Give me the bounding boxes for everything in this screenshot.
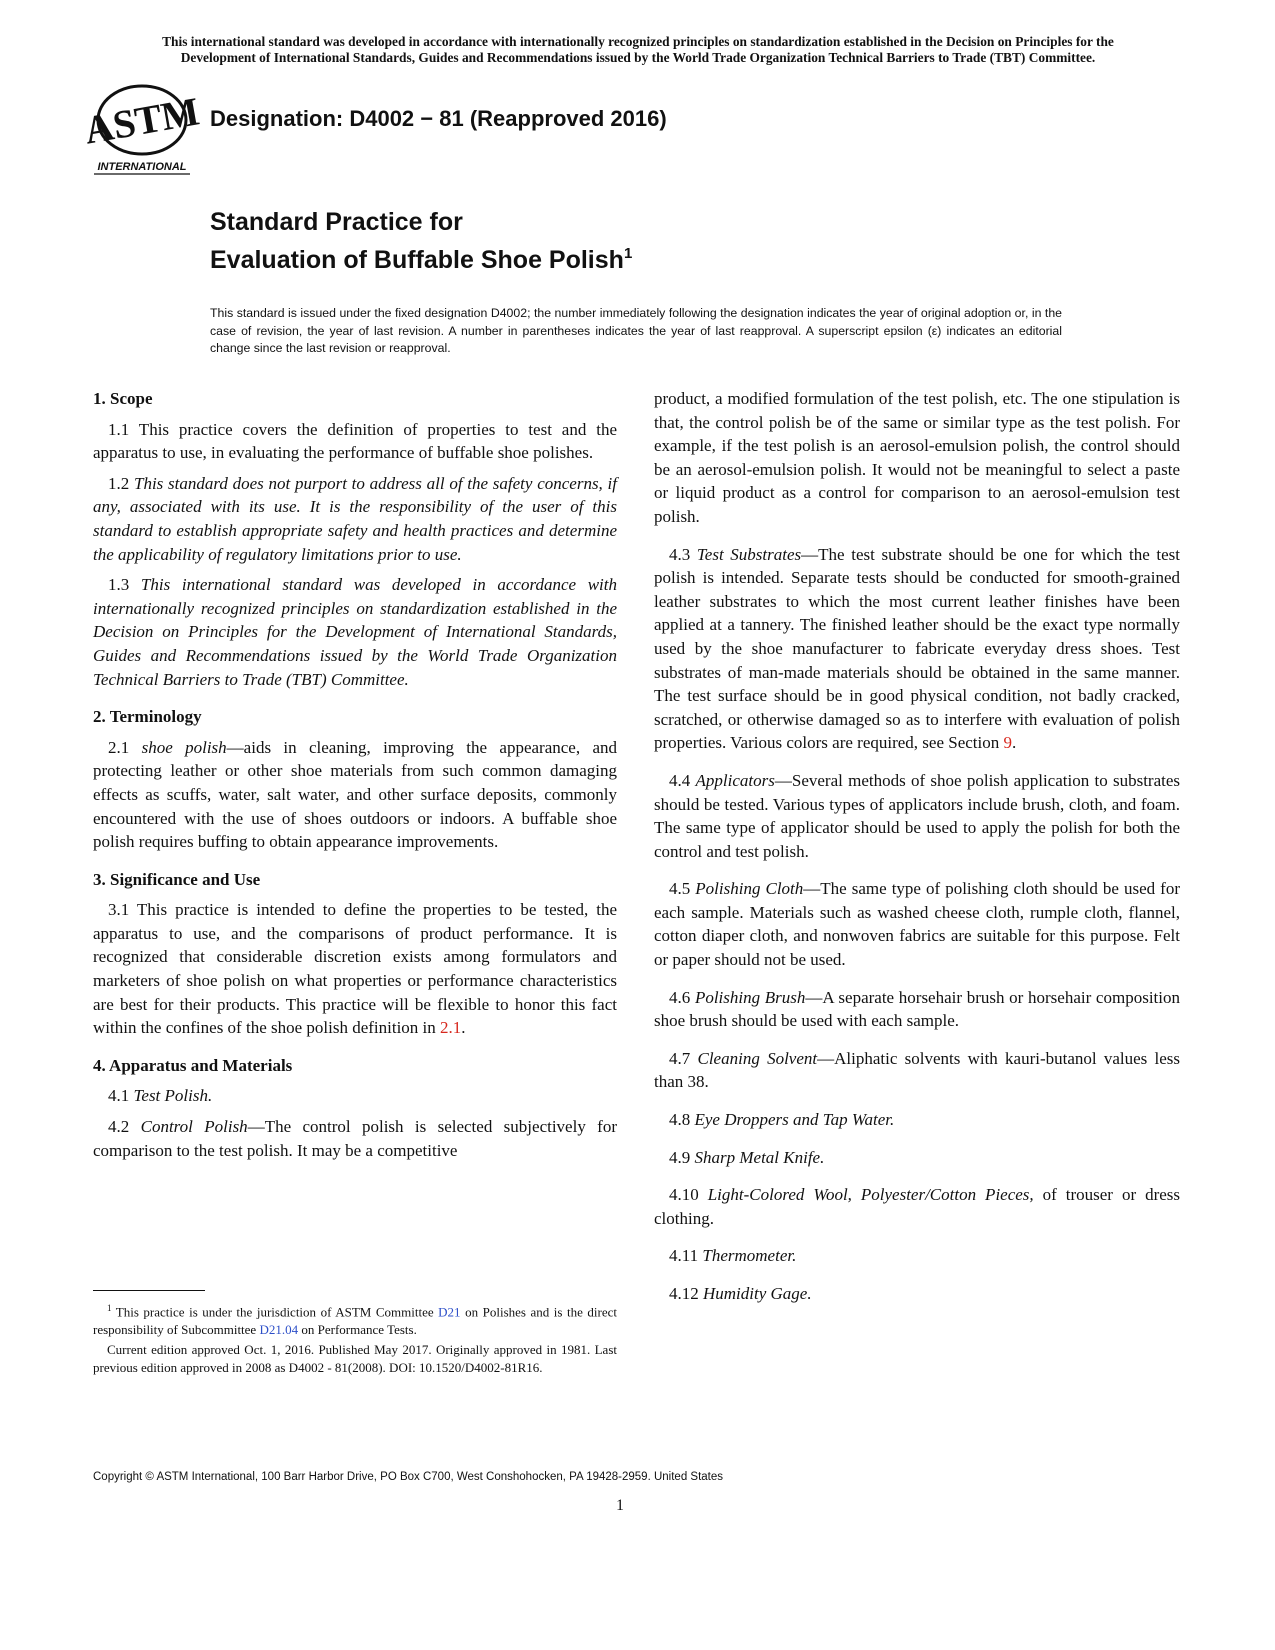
subcommittee-link-d21-04[interactable]: D21.04 xyxy=(259,1321,299,1337)
paragraph-4-6: 4.6 Polishing Brush—A separate horsehair brush or horsehair composition shoe brush should be used with each sample. xyxy=(654,987,1180,1031)
committee-link-d21[interactable]: D21 xyxy=(438,1304,461,1320)
paragraph-4-4: 4.4 Applicators—Several methods of shoe polish application to substrates should be tested. Various types of applicators include brush, cloth, and foam. The same type of applicator should be used to apply the polish for both the control and test polish. xyxy=(654,770,1181,861)
paragraph-4-2-continued: product, a modified formulation of the test polish, etc. The one stipulation is that, the control polish be of the same or similar type as the test polish. For example, if the test polish is an aerosol-emulsion polish, the control should be an aerosol-emulsion polish. It would not be meaningful to select a paste or liquid product as a control for comparison to an aerosol-emulsion test polish. xyxy=(654,389,1180,526)
paragraph-4-11: 4.11 Thermometer. xyxy=(669,1246,797,1266)
logo-lettering: ASTM xyxy=(80,88,203,153)
international-standard-notice xyxy=(88,34,1188,66)
title-text: Evaluation of Buffable Shoe Polish xyxy=(210,246,624,274)
section-link-9[interactable]: 9 xyxy=(1003,733,1012,753)
left-column xyxy=(93,387,617,1169)
footnote-edition-info: Current edition approved Oct. 1, 2016. Published May 2017. Originally approved in 1981. Last previous edition approved in 2008 as D4002 - 81(2008). DOI: 10.1520/D4002-81R16. xyxy=(93,1342,617,1375)
document-title xyxy=(210,206,632,276)
paragraph-4-5: 4.5 Polishing Cloth—The same type of polishing cloth should be used for each sample. Materials such as washed cheese cloth, rumple cloth, flannel, cotton diaper cloth, and nonwoven fabrics are suitable for this purpose. Felt or paper should not be used. xyxy=(654,879,1180,970)
title-line-1: Standard Practice for xyxy=(210,208,463,236)
paragraph-1-3: 1.3 This international standard was developed in accordance with internationally recognized principles on standardization established in the Decision on Principles for the Development of International Standards, Guides and Recommendations issued by the World Trade Organization Technical Barriers to Trade (TBT) Committee. xyxy=(93,575,617,689)
logo-subtext: INTERNATIONAL xyxy=(97,161,187,173)
page-number: 1 xyxy=(616,1497,624,1514)
issuance-note: This standard is issued under the fixed designation D4002; the number immediately following the designation indicates the year of original adoption or, in the case of revision, the year of last revision. A number in parentheses indicates the year of last reapproval. A superscript epsilon (ε) indicates an editorial change since the last revision or reapproval. xyxy=(210,306,1062,355)
title-line-2 xyxy=(210,238,632,276)
paragraph-1-1: 1.1 This practice covers the definition of properties to test and the apparatus to use, in evaluating the performance of buffable shoe polishes. xyxy=(93,419,617,463)
footnotes xyxy=(93,1300,617,1379)
section-link-2-1[interactable]: 2.1 xyxy=(440,1018,462,1038)
paragraph-4-10: 4.10 Light-Colored Wool, Polyester/Cotton Pieces, of trouser or dress clothing. xyxy=(654,1185,1181,1228)
paragraph-4-9: 4.9 Sharp Metal Knife. xyxy=(669,1147,825,1167)
right-column xyxy=(654,387,1180,1320)
paragraph-4-3: 4.3 Test Substrates—The test substrate should be one for which the test polish is intended. Separate tests should be conducted for smooth-grained leather substrates to which the most current leather finishes have been applied at a tannery. The finished leather should be the exact type normally used by the shoe manufacturer to fabricate everyday dress shoes. Test substrates of man-made materials should be obtained in the same manner. The test surface should be in good physical condition, not badly cracked, scratched, or otherwise damaged so as to interfere with evaluation of polish properties. Various colors are required, see Section 9. xyxy=(654,544,1181,753)
section-heading-terminology: 2. Terminology xyxy=(93,707,202,727)
paragraph-1-2: 1.2 This standard does not purport to address all of the safety concerns, if any, associated with its use. It is the responsibility of the user of this standard to establish appropriate safety and health practices and determine the applicability of regulatory limitations prior to use. xyxy=(93,473,617,564)
designation: Designation: D4002 − 81 (Reapproved 2016) xyxy=(210,106,667,131)
section-heading-scope: 1. Scope xyxy=(93,389,153,408)
paragraph-4-8: 4.8 Eye Droppers and Tap Water. xyxy=(669,1110,895,1130)
footnote-divider xyxy=(93,1290,205,1291)
paragraph-4-7: 4.7 Cleaning Solvent—Aliphatic solvents with kauri-butanol values less than 38. xyxy=(654,1048,1181,1092)
paragraph-3-1: 3.1 This practice is intended to define the properties to be tested, the apparatus to use, and the comparisons of product performance. It is recognized that considerable discretion exists among formulators and marketers of shoe polish on what properties or performance characteristics are best for their products. This practice will be flexible to honor this fact within the confines of the shoe polish definition in 2.1. xyxy=(93,900,617,1038)
section-heading-significance: 3. Significance and Use xyxy=(93,869,261,889)
copyright-notice: Copyright © ASTM International, 100 Barr Harbor Drive, PO Box C700, West Conshohocken, PA 19428-2959. United States xyxy=(93,1471,724,1483)
notice-line-2: Development of International Standards, Guides and Recommendations issued by the World Trade Organization Technical Barriers to Trade (TBT) Committee. xyxy=(180,50,1096,65)
paragraph-4-2: 4.2 Control Polish—The control polish is selected subjectively for comparison to the test polish. It may be a competitive xyxy=(93,1117,618,1160)
paragraph-2-1: 2.1 shoe polish—aids in cleaning, improving the appearance, and protecting leather or other shoe materials from such common damaging effects as scuffs, water, salt water, and other surface deposits, commonly encountered with the use of shoes outdoors or indoors. A buffable shoe polish requires buffing to obtain appearance improvements. xyxy=(93,737,617,852)
footnote-1: $^1$ This practice is under the jurisdiction of ASTM Committee D21 on Polishes and is the direct responsibility of Subcommittee D21.04 on Performance Tests. xyxy=(93,1303,617,1337)
section-heading-apparatus: 4. Apparatus and Materials xyxy=(93,1055,293,1075)
paragraph-4-12: 4.12 Humidity Gage. xyxy=(669,1284,812,1303)
notice-line-1: This international standard was developed in accordance with internationally recognized principles on standardization established in the Decision on Principles for the xyxy=(162,34,1114,49)
astm-international-logo xyxy=(80,82,203,178)
title-footnote-mark: 1 xyxy=(623,245,633,262)
paragraph-4-1: 4.1 Test Polish. xyxy=(108,1086,213,1106)
